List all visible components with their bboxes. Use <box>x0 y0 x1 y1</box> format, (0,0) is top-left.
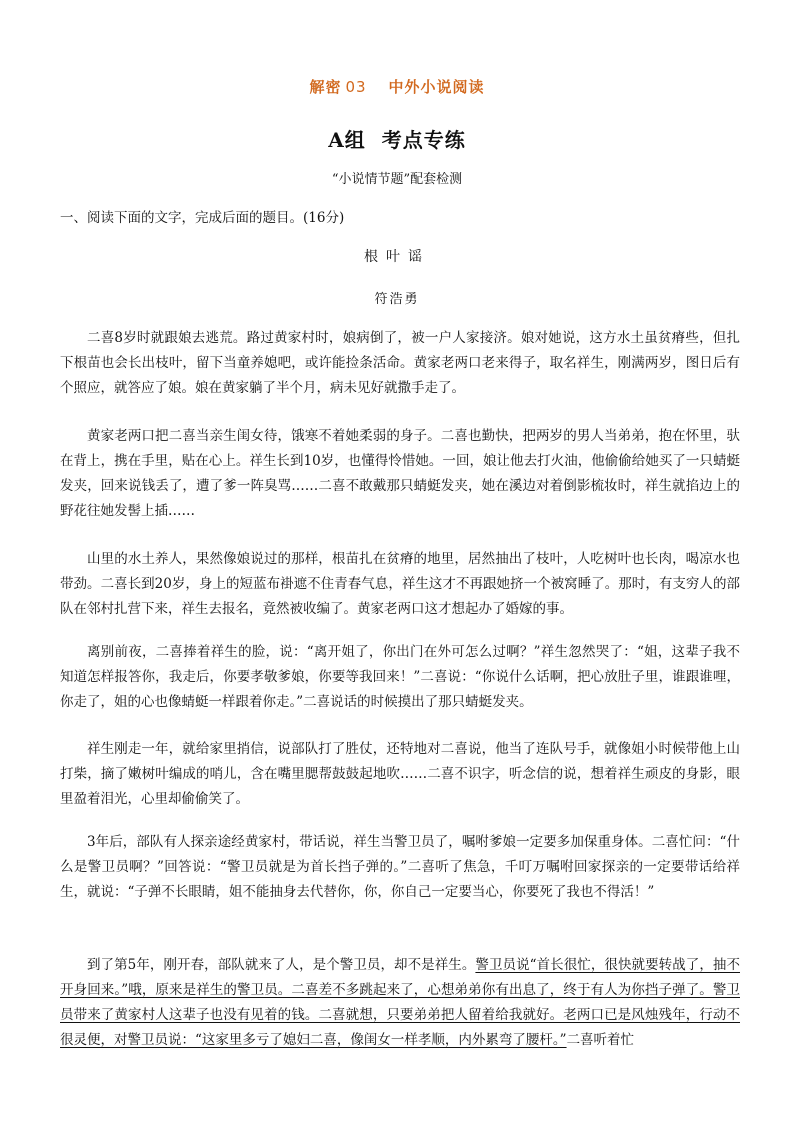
subtitle: “小说情节题”配套检测 <box>331 172 463 187</box>
group-title: A组 考点专练 <box>328 128 466 152</box>
story-author: 符浩勇 <box>374 292 420 307</box>
paragraph-1: 二喜8岁时就跟娘去逃荒。路过黄家村时，娘病倒了，被一户人家接济。娘对她说，这方水土虽贫瘠些，但扎下根苗也会长出枝叶，留下当童养媳吧，或许能捡条活命。黄家老两口老来得子，取名祥生，刚满两岁，图日后有个照应，就答应了娘。娘在黄家躺了半个月，病未见好就撒手走了。 <box>60 330 740 396</box>
question-prompt: 一、阅读下面的文字，完成后面的题目。(16分) <box>60 210 345 226</box>
paragraph-7 <box>60 953 740 1053</box>
paragraph-7-lead: 到了第5年，刚开春，部队就来了人，是个警卫员，却不是祥生。 <box>87 957 476 973</box>
paragraph-5: 祥生刚走一年，就给家里捎信，说部队打了胜仗，还特地对二喜说，他当了连队号手，就像姐小时候带他上山打柴，摘了嫩树叶编成的哨儿，含在嘴里腮帮鼓鼓起地吹……二喜不识字，听念信的说，想着祥生顽皮的身影，眼里盈着泪光，心里却偷偷笑了。 <box>60 741 740 807</box>
paragraph-2: 黄家老两口把二喜当亲生闺女待，饿寒不着她柔弱的身子。二喜也勤快，把两岁的男人当弟弟，抱在怀里，驮在背上，携在手里，贴在心上。祥生长到10岁，也懂得怜惜她。一回，娘让他去打火油，他偷偷给她买了一只蜻蜓发夹，回来说钱丢了，遭了爹一阵臭骂……二喜不敢戴那只蜻蜓发夹，她在溪边对着倒影梳妆时，祥生就掐边上的野花往她发髻上插…… <box>60 428 740 519</box>
paragraph-7-tail: 二喜听着忙 <box>566 1032 635 1048</box>
header-prefix: 解密 <box>309 78 342 96</box>
story-title: 根叶谣 <box>364 249 430 265</box>
underlined-passage: 警卫员说“首长很忙，很快就要转战了，抽不开身回来。”哦，原来是祥生的警卫员。二喜差不多跳起来了，心想弟弟你有出息了，终于有人为你挡子弹了。警卫员带来了黄家村人这辈子也没有见着的钱。二喜就想，只要弟弟把人留着给我就好。老两口已是风烛残年，行动不很灵便，对警卫员说：“这家里多亏了媳妇二喜，像闺女一样孝顺，内外累弯了腰杆。” <box>60 957 740 1048</box>
paragraph-6: 3年后，部队有人探亲途经黄家村，带话说，祥生当警卫员了，嘱咐爹娘一定要多加保重身体。二喜忙问：“什么是警卫员啊？”回答说：“警卫员就是为首长挡子弹的。”二喜听了焦急，千叮万嘱咐回家探亲的一定要带话给祥生，就说：“子弹不长眼睛，姐不能抽身去代替你，你，你自己一定要当心，你要死了我也不得活！” <box>60 834 740 900</box>
header-topic: 中外小说阅读 <box>388 78 485 96</box>
section-header <box>0 76 794 97</box>
header-code: 03 <box>345 78 367 96</box>
paragraph-3: 山里的水土养人，果然像娘说过的那样，根苗扎在贫瘠的地里，居然抽出了枝叶，人吃树叶也长肉，喝凉水也带劲。二喜长到20岁，身上的短蓝布褂遮不住青春气息，祥生这才不再跟她挤一个被窝睡了。那时，有支穷人的部队在邻村扎营下来，祥生去报名，竟然被收编了。黄家老两口这才想起办了婚嫁的事。 <box>60 551 740 617</box>
paragraph-4: 离别前夜，二喜捧着祥生的脸，说：“离开姐了，你出门在外可怎么过啊？”祥生忽然哭了：“姐，这辈子我不知道怎样报答你，我走后，你要孝敬爹娘，你要等我回来！”二喜说：“你说什么话啊，把心放肚子里，谁跟谁哩，你走了，姐的心也像蜻蜓一样跟着你走。”二喜说话的时候摸出了那只蜻蜓发夹。 <box>60 644 740 710</box>
